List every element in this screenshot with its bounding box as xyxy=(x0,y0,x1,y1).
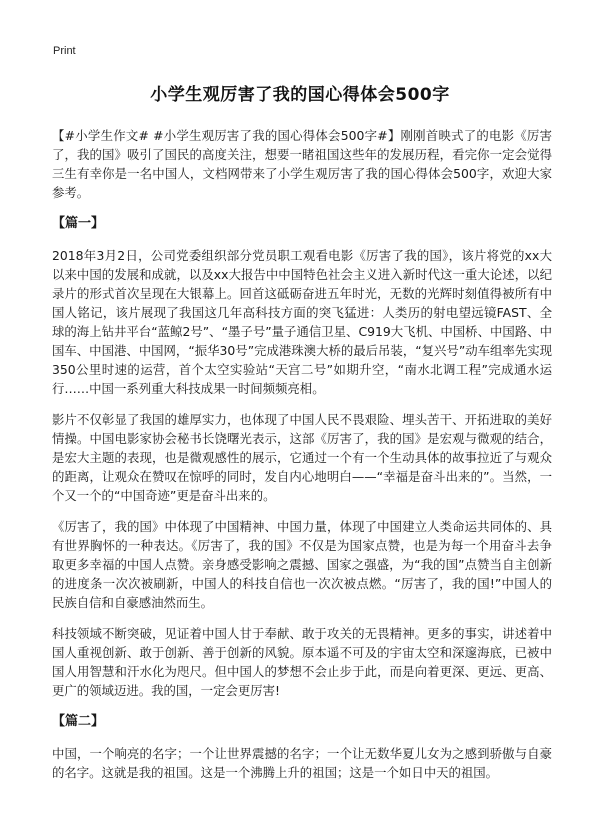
section-heading: 【篇一】 xyxy=(52,216,105,231)
section-paragraph: 《厉害了，我的国》中体现了中国精神、中国力量，体现了中国建立人类命运共同体的、具有世界胸怀的一种表达。《厉害了，我的国》不仅是为国家点赞，也是为每一个用奋斗去争取更多幸福的中国人点赞。亲身感受影响之震撼、国家之强盛，为“我的国”点赞当自主创新的进度条一次次被刷新，中国人的科技自信也一次次被点燃。“厉害了，我的国!”中国人的民族自信和自豪感油然而生。 xyxy=(52,519,552,610)
section-paragraph: 2018年3月2日，公司党委组织部分党员职工观看电影《厉害了我的国》，该片将党的xx大以来中国的发展和成就，以及xx大报告中中国特色社会主义进入新时代这一重大论述，以纪录片的形式首次呈现在大银幕上。回首这砥砺奋进五年时光，无数的光辉时刻值得被所有中国人铭记，该片展现了我国这几年高科技方面的突飞猛进：人类历的射电望远镜FAST、全球的海上钻井平台“蓝鲸2号”、“墨子号”量子通信卫星、C919大飞机、中国桥、中国路、中国车、中国港、中国网，“振华30号”完成港珠澳大桥的最后吊装，“复兴号”动车组率先实现350公里时速的运营，首个太空实验站“天宫二号”如期升空，“南水北调工程”完成通水运行……中国一系列重大科技成果一时间频频亮相。 xyxy=(52,248,552,396)
section-paragraph: 中国，一个响亮的名字；一个让世界震撼的名字；一个让无数华夏儿女为之感到骄傲与自豪的名字。这就是我的祖国。这是一个沸腾上升的祖国；这是一个如日中天的祖国。 xyxy=(52,746,552,780)
intro-paragraph: 【#小学生作文# #小学生观厉害了我的国心得体会500字#】刚刚首映式了的电影《厉害了，我的国》吸引了国民的高度关注，想要一睹祖国这些年的发展历程，看完你一定会觉得三生有幸你是一名中国人，文档网带来了小学生观厉害了我的国心得体会500字，欢迎大家参考。 xyxy=(52,128,552,200)
print-link[interactable]: Print xyxy=(53,45,76,57)
section-paragraph: 影片不仅彰显了我国的雄厚实力，也体现了中国人民不畏艰险、埋头苦干、开拓进取的美好情操。中国电影家协会秘书长饶曙光表示，这部《厉害了，我的国》是宏观与微观的结合，是宏大主题的表现，也是微观感性的展示，它通过一个有一个生动具体的故事拉近了与观众的距离，让观众在赞叹在惊呼的同时，发自内心地明白——“幸福是奋斗出来的”。当然，一个又一个的“中国奇迹”更是奋斗出来的。 xyxy=(52,412,552,503)
page-title: 小学生观厉害了我的国心得体会500字 xyxy=(150,85,450,105)
section-paragraph: 科技领域不断突破，见证着中国人甘于奉献、敢于攻关的无畏精神。更多的事实，讲述着中国人重视创新、敢于创新、善于创新的风貌。原本遥不可及的宇宙太空和深邃海底，已被中国人用智慧和汗水化为咫尺。但中国人的梦想不会止步于此，而是向着更深、更远、更高、更广的领域迈进。我的国，一定会更厉害! xyxy=(52,626,552,698)
section-heading: 【篇二】 xyxy=(52,714,105,729)
article-body xyxy=(52,126,552,794)
